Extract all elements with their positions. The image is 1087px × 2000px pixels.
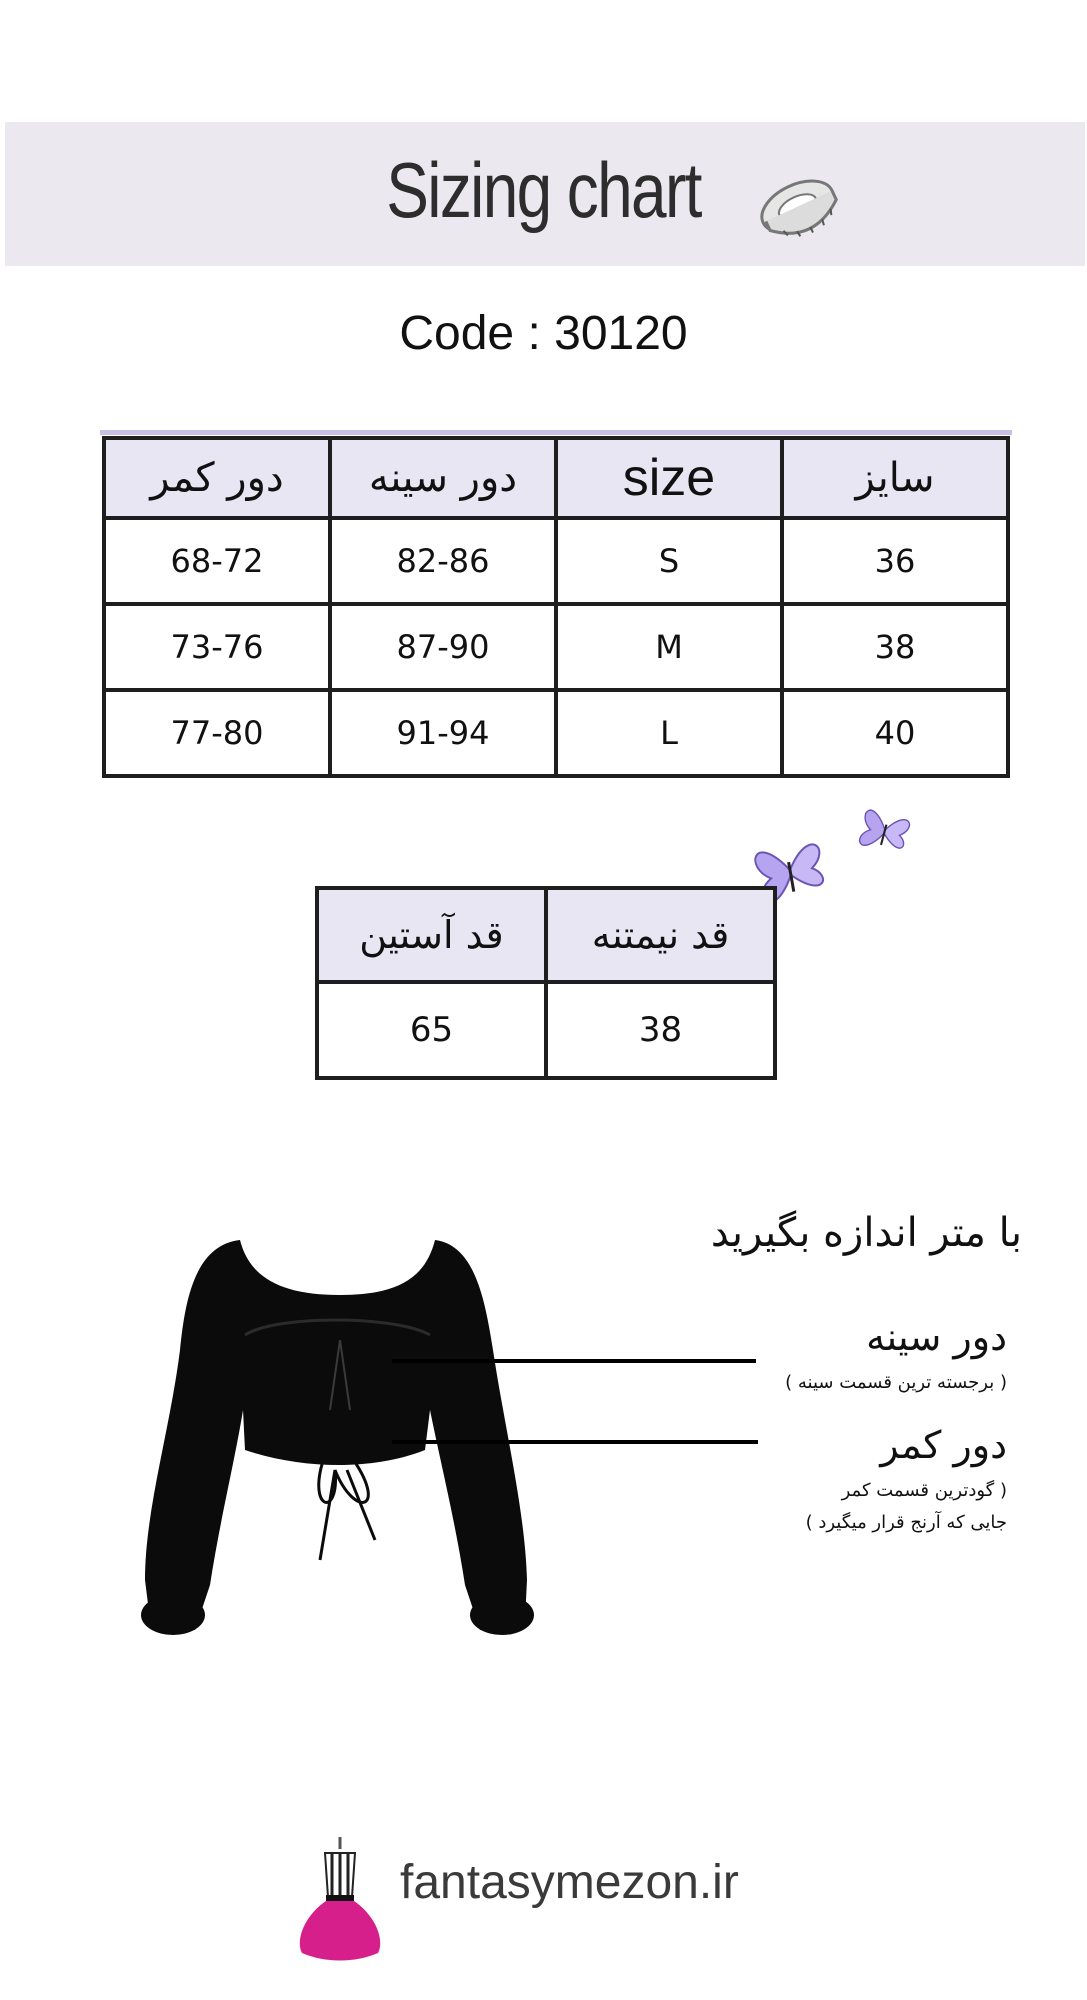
cell-size-number: 36 bbox=[782, 518, 1008, 604]
dress-logo-icon bbox=[290, 1835, 390, 1965]
cell-size-letter: L bbox=[556, 690, 782, 776]
header-size-en: size bbox=[556, 438, 782, 518]
length-table-header-row bbox=[317, 888, 775, 982]
cell-size-letter: M bbox=[556, 604, 782, 690]
page-title: Sizing chart bbox=[386, 146, 701, 234]
waist-note-line1: ( گودترین قسمت کمر bbox=[841, 1480, 1007, 1501]
header-sleeve-length: قد آستین bbox=[317, 888, 546, 982]
waist-label: دور کمر bbox=[880, 1423, 1007, 1467]
waist-pointer-line bbox=[392, 1440, 758, 1444]
cell-waist: 77-80 bbox=[104, 690, 330, 776]
cell-chest: 91-94 bbox=[330, 690, 556, 776]
blouse-image bbox=[125, 1220, 555, 1650]
cell-top-length: 38 bbox=[546, 982, 775, 1078]
cell-sleeve-length: 65 bbox=[317, 982, 546, 1078]
table-row bbox=[104, 690, 1008, 776]
chest-label: دور سینه bbox=[866, 1315, 1007, 1359]
chest-pointer-line bbox=[392, 1359, 756, 1363]
header-top-length: قد نیمتنه bbox=[546, 888, 775, 982]
cell-chest: 82-86 bbox=[330, 518, 556, 604]
size-table bbox=[102, 436, 1010, 778]
cell-waist: 68-72 bbox=[104, 518, 330, 604]
header-size-fa: سایز bbox=[782, 438, 1008, 518]
cell-waist: 73-76 bbox=[104, 604, 330, 690]
cell-size-letter: S bbox=[556, 518, 782, 604]
table-row bbox=[317, 982, 775, 1078]
header-waist: دور کمر bbox=[104, 438, 330, 518]
measure-instructions-title: با متر اندازه بگیرید bbox=[710, 1210, 1022, 1256]
cell-size-number: 40 bbox=[782, 690, 1008, 776]
cell-chest: 87-90 bbox=[330, 604, 556, 690]
cell-size-number: 38 bbox=[782, 604, 1008, 690]
length-table bbox=[315, 886, 777, 1080]
size-table-accent-bar bbox=[100, 430, 1012, 435]
website-link[interactable]: fantasymezon.ir bbox=[400, 1856, 739, 1909]
table-row bbox=[104, 604, 1008, 690]
header-chest: دور سینه bbox=[330, 438, 556, 518]
table-row bbox=[104, 518, 1008, 604]
chest-note: ( برجسته ترین قسمت سینه ) bbox=[785, 1372, 1007, 1393]
tape-measure-icon bbox=[750, 155, 850, 245]
product-code: Code : 30120 bbox=[399, 307, 688, 360]
size-table-header-row bbox=[104, 438, 1008, 518]
waist-note-line2: جایی که آرنج قرار میگیرد ) bbox=[805, 1512, 1007, 1533]
